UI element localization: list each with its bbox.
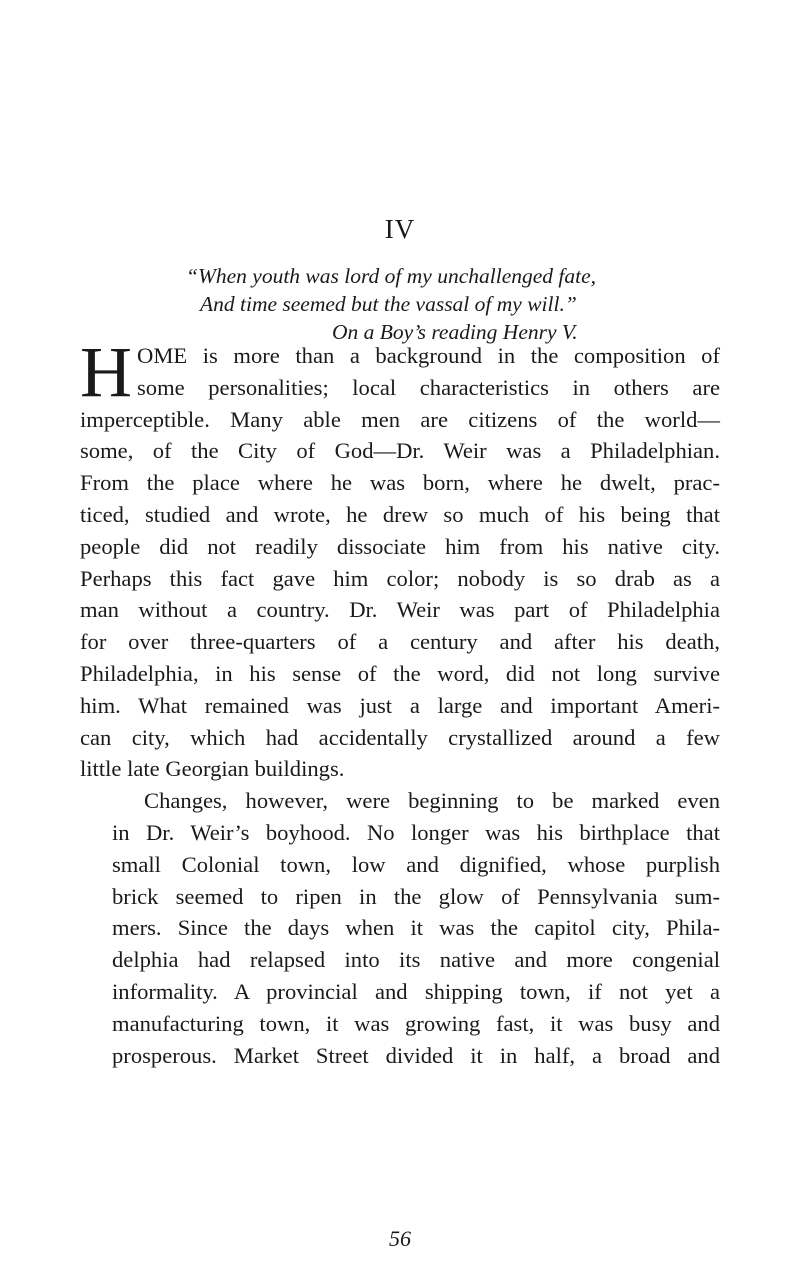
para1-line: for over three-quarters of a century and after his death, — [80, 629, 720, 655]
page-number: 56 — [389, 1226, 411, 1251]
paragraph-2 — [80, 785, 720, 1071]
para1-line: imperceptible. Many able men are citizens of the world— — [80, 406, 720, 432]
para1-line: can city, which had accidentally crystallized around a few — [80, 724, 720, 750]
para1-line: man without a country. Dr. Weir was part of Philadelphia — [80, 597, 720, 623]
epigraph-line-2: And time seemed but the vassal of my will.” — [200, 292, 577, 316]
para1-line: From the place where he was born, where he dwelt, prac- — [80, 470, 720, 496]
para2-line: Changes, however, were beginning to be marked even — [144, 788, 720, 814]
para2-line: mers. Since the days when it was the capitol city, Phila- — [112, 915, 720, 941]
epigraph — [80, 262, 720, 346]
para1-line: Perhaps this fact gave him color; nobody is so drab as a — [80, 565, 720, 591]
para1-line: him. What remained was just a large and important Ameri- — [80, 692, 720, 718]
epigraph-attribution: On a Boy’s reading Henry V. — [332, 320, 578, 344]
para2-line: informality. A provincial and shipping town, if not yet a — [112, 978, 720, 1004]
para1-line: ticed, studied and wrote, he drew so much of his being that — [80, 501, 720, 527]
para2-line: delphia had relapsed into its native and more congenial — [112, 947, 720, 973]
para2-line: manufacturing town, it was growing fast, it was busy and — [112, 1010, 720, 1036]
para2-line: in Dr. Weir’s boyhood. No longer was his birthplace that — [112, 819, 720, 845]
epigraph-line-1: “When youth was lord of my unchallenged fate, — [186, 264, 597, 288]
drop-cap: H — [80, 332, 131, 412]
para2-line: brick seemed to ripen in the glow of Pennsylvania sum- — [112, 883, 720, 909]
para2-line: small Colonial town, low and dignified, whose purplish — [112, 851, 720, 877]
para1-line: some personalities; local characteristics in others are — [137, 374, 720, 400]
chapter-number: IV — [384, 214, 416, 244]
para1-line: people did not readily dissociate him from his native city. — [80, 533, 720, 559]
book-page — [80, 0, 720, 1264]
para1-line: some, of the City of God—Dr. Weir was a Philadelphian. — [80, 438, 720, 464]
para1-line: Philadelphia, in his sense of the word, did not long survive — [80, 660, 720, 686]
para2-line: prosperous. Market Street divided it in half, a broad and — [112, 1042, 720, 1068]
para1-line: little late Georgian buildings. — [80, 756, 345, 782]
para1-line: OME is more than a background in the composition of — [137, 343, 720, 368]
